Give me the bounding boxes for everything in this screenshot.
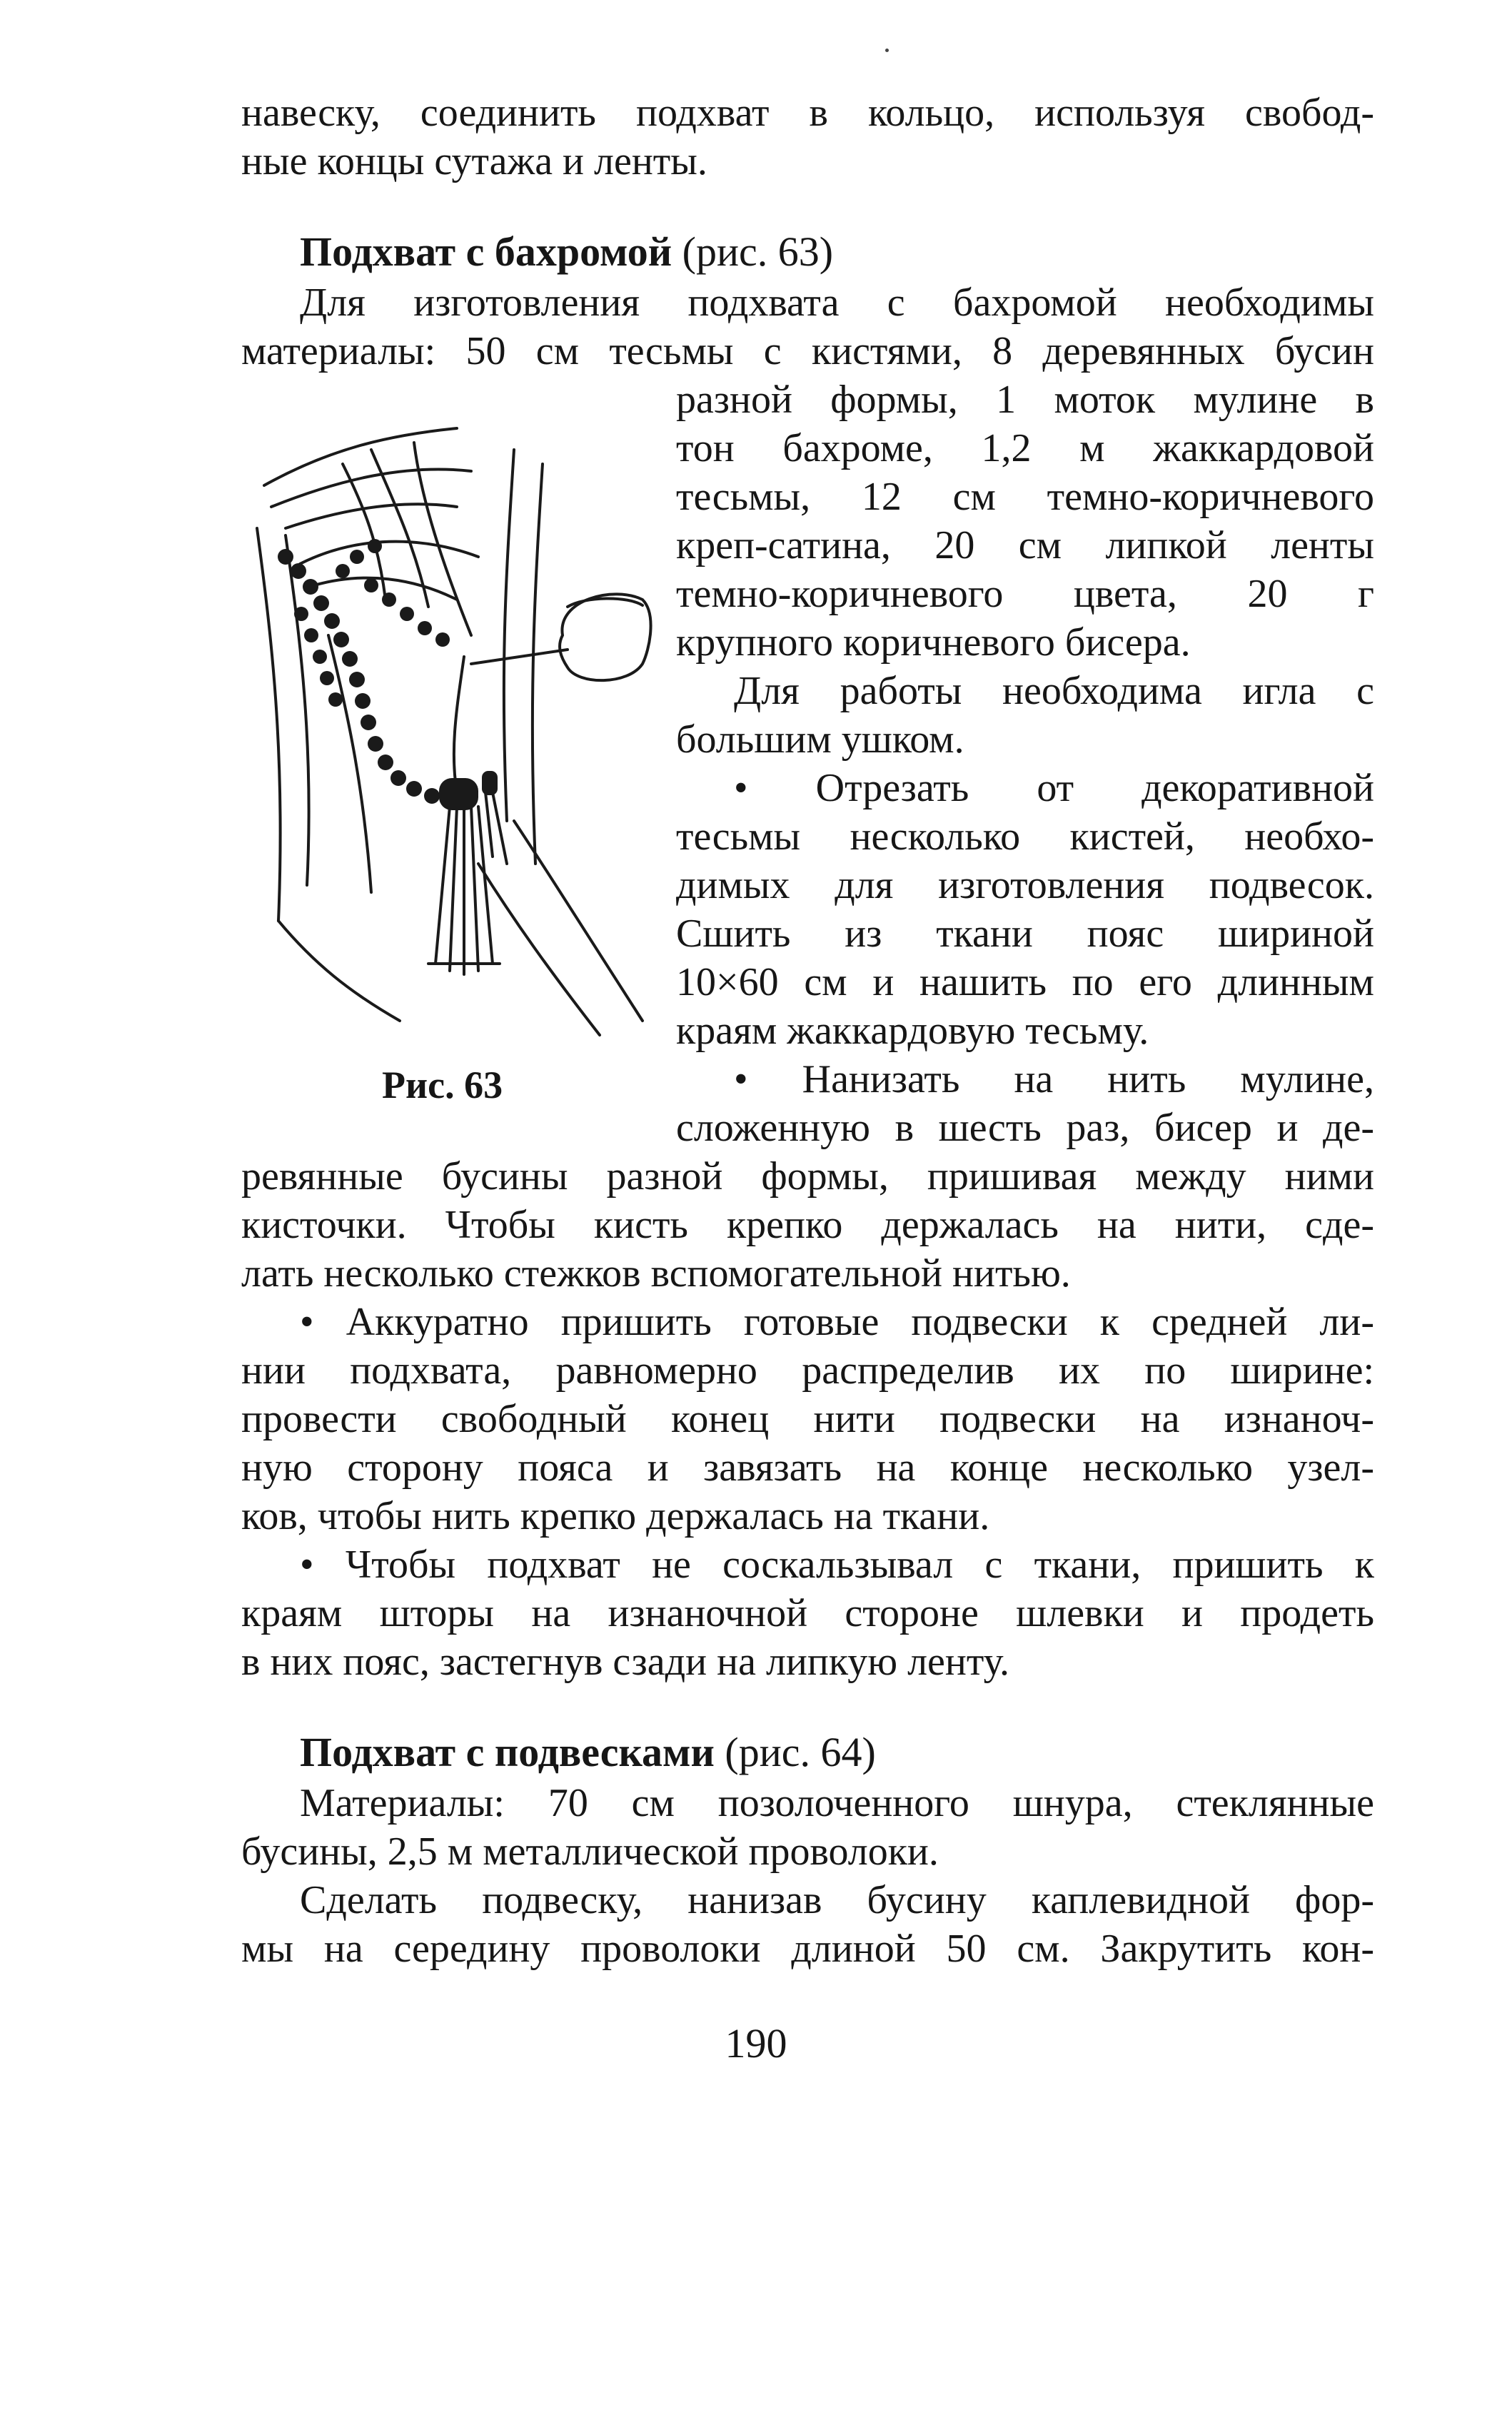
section2-line-2: бусины, 2,5 м металлической проволоки. xyxy=(241,1830,939,1874)
continued-line-5: нии подхвата, равномерно распределив их по ширине: xyxy=(241,1348,1374,1393)
continued-line-11: в них пояс, застегнув сзади на липкую ленту. xyxy=(241,1640,1009,1684)
continued-line-1: ревянные бусины разной формы, пришивая между ними xyxy=(241,1154,1374,1199)
section-heading-fringe xyxy=(300,227,833,277)
continued-line-6: провести свободный конец нити подвески на изнаноч- xyxy=(241,1397,1374,1441)
column-line-1: разной формы, 1 моток мулине в xyxy=(676,378,1374,422)
column-line-14: краям жаккардовую тесьму. xyxy=(676,1009,1149,1053)
section1-line-1: Для изготовления подхвата с бахромой необходимы xyxy=(300,281,1374,325)
column-line-6: крупного коричневого бисера. xyxy=(676,620,1191,665)
column-line-3: тесьмы, 12 см темно-коричневого xyxy=(676,475,1374,519)
column-line-2: тон бахроме, 1,2 м жаккардовой xyxy=(676,426,1374,470)
section-heading-pendants xyxy=(300,1727,876,1777)
section-heading-fringe-ref: (рис. 63) xyxy=(682,228,834,275)
scan-speck xyxy=(885,49,889,52)
continued-line-10: краям шторы на изнаночной стороне шлевки и продеть xyxy=(241,1591,1374,1635)
figure-63-caption: Рис. 63 xyxy=(382,1064,503,1106)
continued-line-3: лать несколько стежков вспомогательной нитью. xyxy=(241,1251,1071,1296)
column-line-13: 10×60 см и нашить по его длинным xyxy=(676,960,1374,1004)
section-heading-fringe-title: Подхват с бахромой xyxy=(300,228,672,275)
column-line-12: Сшить из ткани пояс шириной xyxy=(676,912,1374,956)
section1-line-2: материалы: 50 см тесьмы с кистями, 8 деревянных бусин xyxy=(241,329,1374,373)
column-line-7: Для работы необходима игла с xyxy=(734,669,1374,713)
section-heading-pendants-title: Подхват с подвесками xyxy=(300,1729,715,1775)
column-line-15: • Нанизать на нить мулине, xyxy=(734,1057,1374,1101)
column-line-4: креп-сатина, 20 см липкой ленты xyxy=(676,523,1374,567)
column-line-11: димых для изготовления подвесок. xyxy=(676,863,1374,907)
intro-line-1: навеску, соединить подхват в кольцо, используя свобод- xyxy=(241,91,1374,135)
section2-line-4: мы на середину проволоки длиной 50 см. Закрутить кон- xyxy=(241,1927,1374,1971)
section2-line-3: Сделать подвеску, нанизав бусину каплевидной фор- xyxy=(300,1878,1374,1922)
figure-63-illustration xyxy=(243,421,657,1049)
page-number: 190 xyxy=(725,2020,787,2067)
continued-line-7: ную сторону пояса и завязать на конце несколько узел- xyxy=(241,1445,1374,1490)
section2-line-1: Материалы: 70 см позолоченного шнура, стеклянные xyxy=(300,1781,1374,1825)
continued-line-8: ков, чтобы нить крепко держалась на ткани. xyxy=(241,1494,990,1538)
continued-line-2: кисточки. Чтобы кисть крепко держалась на нити, сде- xyxy=(241,1203,1374,1247)
column-line-16: сложенную в шесть раз, бисер и де- xyxy=(676,1106,1374,1150)
column-line-8: большим ушком. xyxy=(676,717,964,762)
section-heading-pendants-ref: (рис. 64) xyxy=(725,1729,876,1775)
column-line-10: тесьмы несколько кистей, необхо- xyxy=(676,814,1374,859)
intro-line-2: ные концы сутажа и ленты. xyxy=(241,139,707,183)
column-line-9: • Отрезать от декоративной xyxy=(734,766,1374,810)
continued-line-9: • Чтобы подхват не соскальзывал с ткани, пришить к xyxy=(300,1543,1374,1587)
continued-line-4: • Аккуратно пришить готовые подвески к средней ли- xyxy=(300,1300,1374,1344)
column-line-5: темно-коричневого цвета, 20 г xyxy=(676,572,1374,616)
